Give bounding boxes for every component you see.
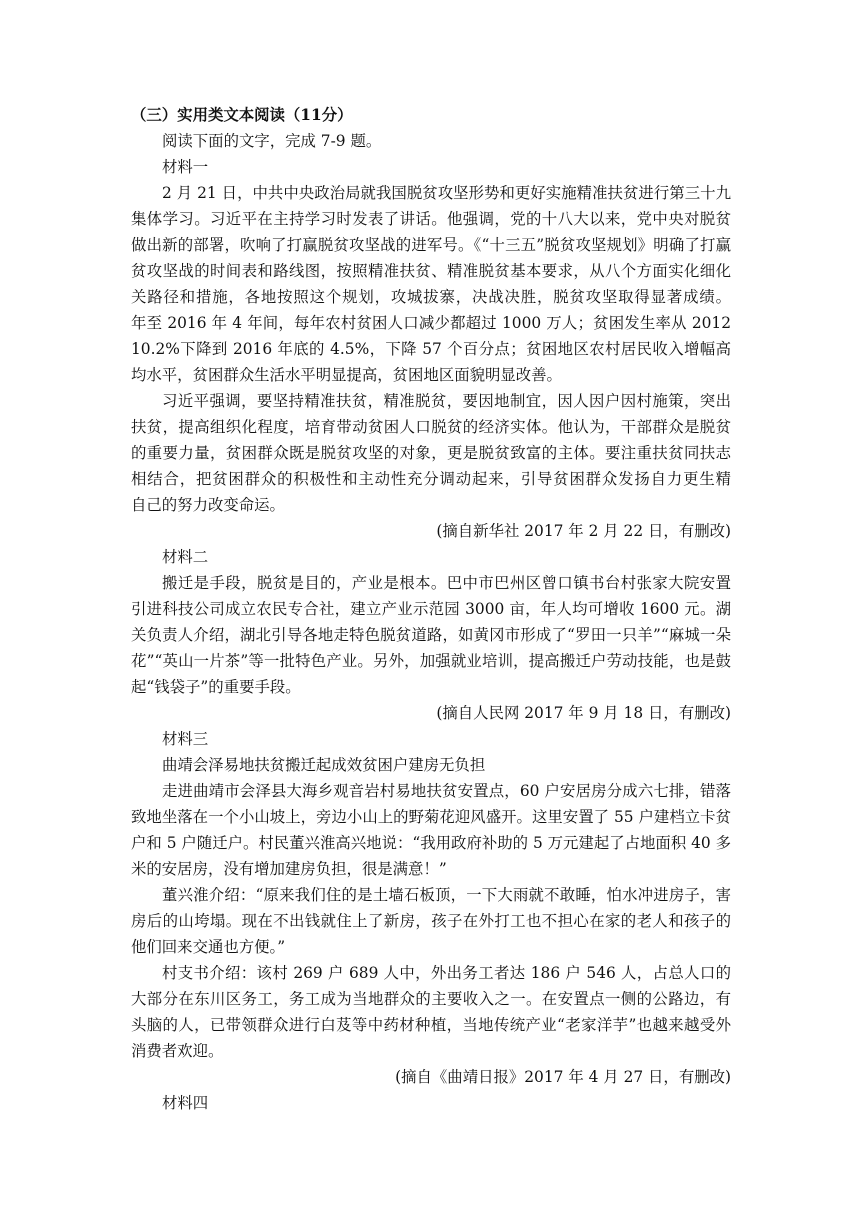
text-line: 消费者欢迎。 xyxy=(131,1042,224,1060)
text-line: 董兴淮介绍：“原来我们住的是土墙石板顶，一下大雨就不敢睡，怕水冲进房子，害 xyxy=(162,886,731,904)
text-line: 扶贫，提高组织化程度，培育带动贫困人口脱贫的经济实体。他认为，干部群众是脱贫 xyxy=(131,418,731,436)
material2-label: 材料二 xyxy=(162,548,209,566)
material1-paragraph1 xyxy=(131,180,731,388)
material3-title: 曲靖会泽易地扶贫搬迁起成效贫困户建房无负担 xyxy=(162,756,486,774)
material3-paragraph1 xyxy=(131,778,731,882)
text-line: 房后的山垮塌。现在不出钱就住上了新房，孩子在外打工也不担心在家的老人和孩子的 xyxy=(131,912,731,930)
text-line: 均水平，贫困群众生活水平明显提高，贫困地区面貌明显改善。 xyxy=(131,366,562,384)
text-line: 年至 2016 年 4 年间，每年农村贫困人口减少都超过 1000 万人；贫困发生率从 2012 xyxy=(131,314,731,332)
material1-source: (摘自新华社 2017 年 2 月 22 日，有删改) xyxy=(436,522,731,540)
text-line: 2 月 21 日，中共中央政治局就我国脱贫攻坚形势和更好实施精准扶贫进行第三十九 xyxy=(162,184,731,202)
text-line: 起“钱袋子”的重要手段。 xyxy=(131,678,301,696)
text-line: 米的安居房，没有增加建房负担，很是满意！” xyxy=(131,860,447,878)
text-line: 的重要力量，贫困群众既是脱贫攻坚的对象，更是脱贫致富的主体。要注重扶贫同扶志 xyxy=(131,444,731,462)
text-line: 大部分在东川区务工，务工成为当地群众的主要收入之一。在安置点一侧的公路边，有 xyxy=(131,990,731,1008)
instruction-text: 阅读下面的文字，完成 7-9 题。 xyxy=(162,132,382,150)
material1-paragraph2 xyxy=(131,388,731,518)
material2-source: (摘自人民网 2017 年 9 月 18 日，有删改) xyxy=(436,704,731,722)
reading-section xyxy=(131,102,731,1116)
text-line: 习近平强调，要坚持精准扶贫，精准脱贫，要因地制宜，因人因户因村施策，突出 xyxy=(162,392,731,410)
text-line: 搬迁是手段，脱贫是目的，产业是根本。巴中市巴州区曾口镇书台村张家大院安置 xyxy=(162,574,731,592)
text-line: 贫攻坚战的时间表和路线图，按照精准扶贫、精准脱贫基本要求，从八个方面实化细化 xyxy=(131,262,731,280)
material3-source: (摘自《曲靖日报》2017 年 4 月 27 日，有删改) xyxy=(395,1068,731,1086)
text-line: 关负责人介绍，湖北引导各地走特色脱贫道路，如黄冈市形成了“罗田一只羊”“麻城一朵 xyxy=(131,626,731,644)
text-line: 10.2%下降到 2016 年底的 4.5%，下降 57 个百分点；贫困地区农村居民收入增幅高 xyxy=(131,340,731,358)
material3-paragraph3 xyxy=(131,960,731,1064)
material3-label: 材料三 xyxy=(162,730,209,748)
text-line: 户和 5 户随迁户。村民董兴淮高兴地说：“我用政府补助的 5 万元建起了占地面积 40 多 xyxy=(131,834,731,852)
section-heading: （三）实用类文本阅读（11分） xyxy=(131,106,353,124)
material2-paragraph1 xyxy=(131,570,731,700)
material3-paragraph2 xyxy=(131,882,731,960)
text-line: 做出新的部署，吹响了打赢脱贫攻坚战的进军号。《“十三五”脱贫攻坚规划》明确了打赢 xyxy=(131,236,731,254)
text-line: 致地坐落在一个小山坡上，旁边小山上的野菊花迎风盛开。这里安置了 55 户建档立卡贫 xyxy=(131,808,731,826)
text-line: 集体学习。习近平在主持学习时发表了讲话。他强调，党的十八大以来，党中央对脱贫 xyxy=(131,210,731,228)
material1-label: 材料一 xyxy=(162,158,209,176)
text-line: 走进曲靖市会泽县大海乡观音岩村易地扶贫安置点，60 户安居房分成六七排，错落 xyxy=(162,782,731,800)
text-line: 头脑的人，已带领群众进行白芨等中药材种植，当地传统产业“老家洋芋”也越来越受外 xyxy=(131,1016,731,1034)
text-line: 他们回来交通也方便。” xyxy=(131,938,286,956)
text-line: 相结合，把贫困群众的积极性和主动性充分调动起来，引导贫困群众发扬自力更生精 xyxy=(131,470,731,488)
text-line: 村支书介绍：该村 269 户 689 人中，外出务工者达 186 户 546 人，占总人口的 xyxy=(162,964,731,982)
text-line: 关路径和措施，各地按照这个规划，攻城拔寨，决战决胜，脱贫攻坚取得显著成绩。 xyxy=(131,288,731,306)
material4-label: 材料四 xyxy=(162,1094,209,1112)
text-line: 引进科技公司成立农民专合社，建立产业示范园 3000 亩，年人均可增收 1600 元。湖 xyxy=(131,600,731,618)
text-line: 花”“英山一片茶”等一批特色产业。另外，加强就业培训，提高搬迁户劳动技能，也是鼓 xyxy=(131,652,731,670)
text-line: 自己的努力改变命运。 xyxy=(131,496,285,514)
